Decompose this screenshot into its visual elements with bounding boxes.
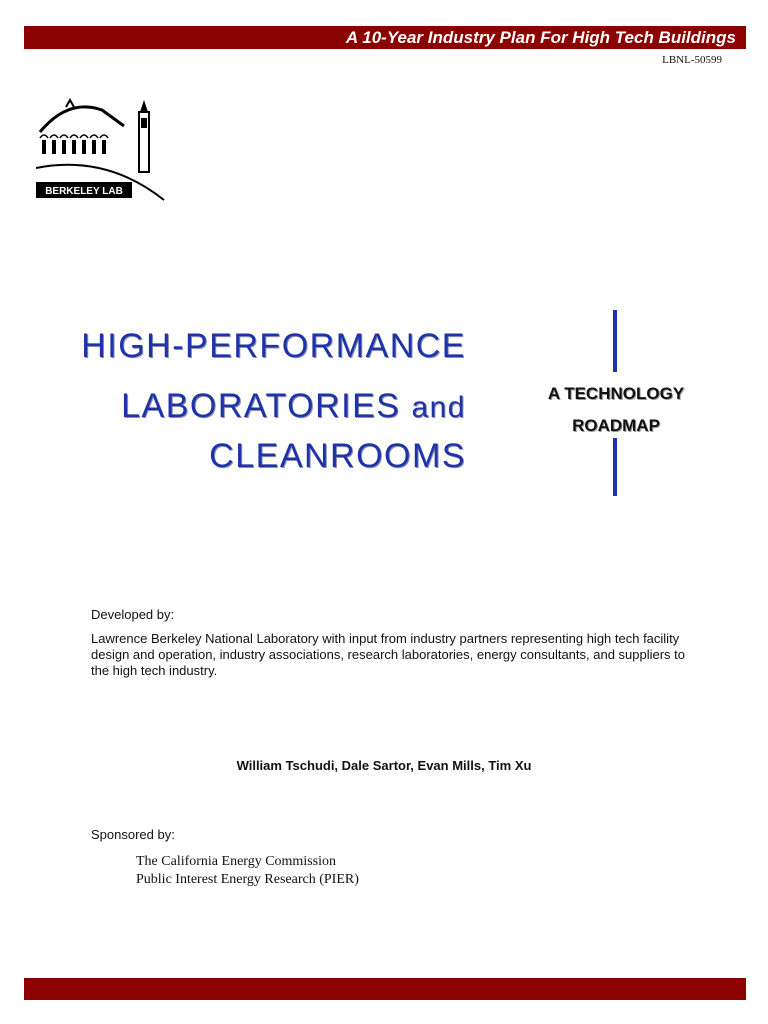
subtitle — [520, 378, 712, 442]
developed-body: Lawrence Berkeley National Laboratory with input from industry partners representing high tech facility design and operation, industry associations, research laboratories, energy consultants, and suppliers to the high tech industry. — [91, 631, 686, 678]
logo-label: BERKELEY LAB — [45, 186, 123, 197]
sponsor-line-2: Public Interest Energy Research (PIER) — [136, 872, 359, 887]
title-line-1: HIGH-PERFORMANCE — [81, 327, 466, 365]
header-banner — [24, 26, 746, 49]
footer-banner — [24, 978, 746, 1000]
title-line-2-main: LABORATORIES — [121, 387, 401, 425]
divider-bottom — [613, 438, 617, 496]
developed-label: Developed by: — [91, 607, 175, 622]
subtitle-line-2: ROADMAP — [572, 416, 660, 435]
title-line-2-suffix: and — [411, 391, 466, 424]
sponsor-label: Sponsored by: — [91, 827, 175, 842]
sponsor-list — [136, 853, 359, 889]
title-line-2 — [121, 387, 466, 426]
authors: William Tschudi, Dale Sartor, Evan Mills, Tim Xu — [236, 758, 532, 773]
berkeley-lab-logo-icon — [36, 96, 166, 202]
title-line-3: CLEANROOMS — [209, 437, 466, 475]
report-id: LBNL-50599 — [662, 54, 722, 66]
subtitle-line-1: A TECHNOLOGY — [547, 384, 685, 403]
banner-text: A 10-Year Industry Plan For High Tech Buildings — [345, 28, 736, 47]
divider-top — [613, 310, 617, 372]
sponsor-line-1: The California Energy Commission — [136, 854, 336, 869]
